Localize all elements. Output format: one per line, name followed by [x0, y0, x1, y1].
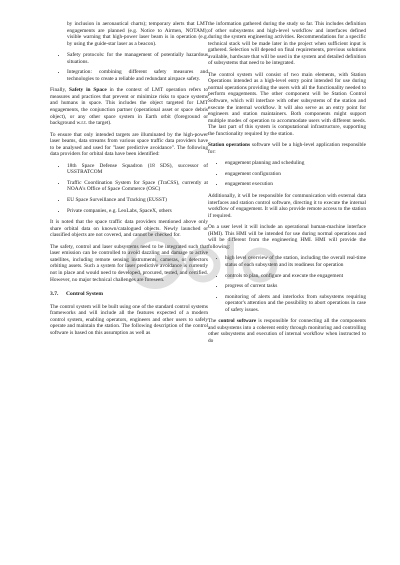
text: software will be a high-level application responsible for: [208, 142, 366, 155]
list-item: • 18th Space Defense Squadron (18 SDS), successor of USSTRATCOM [67, 163, 208, 176]
list-item: • Integration: combining different safety measures and technologies to create a reliable and redundant airspace safety. [67, 69, 208, 82]
list-item: • engagement planning and scheduling [225, 160, 366, 167]
section-title: Control System [66, 291, 104, 298]
paragraph-safety-in-space [50, 87, 208, 126]
bold-term: Safety in Space [68, 87, 107, 94]
text: The [208, 318, 219, 325]
station-operations-list [208, 160, 366, 188]
right-column [208, 21, 366, 349]
list-item: • progress of current tasks [225, 283, 366, 290]
paragraph: On a user level it will include an operational human-machine interface (HMI). This HMI will be intended for use during normal operations and will be different from the engineering HMI. HMI will provide the following: [208, 224, 366, 250]
text: in the context of LMT operation refers to measures and practices that prevent or minimize risks to space systems and humans in space. This includes the object targeted for LMT engagements, the conjunction partner (operational asset or space debris object), or any other space system in Earth orbit (foreground or background w.r.t. the target). [50, 87, 209, 127]
text: is responsible for connecting all the components and subsystems into a coherent entity through monitoring and controlling other subsystems and execution of internal workflow when instructed to do [208, 318, 366, 344]
paragraph: the information gathered during the study so far. This includes definition of other subsystems and high-level workflow and interfaces defined during the system engineering activities. Recommendations for a specific technical stack will be made later in the project when sufficient input is gathered. Selection will depend on final requirements, previous solutions available, hardware that will be used in the system and detailed definition of subsystems that need to be integrated. [208, 21, 366, 67]
list-item: • Private companies, e.g. LeoLabs, SpaceX, others [67, 208, 208, 215]
list-item: • Safety protocols: for the management of potentially hazardous situations. [67, 52, 208, 65]
safety-bullet-list [50, 52, 208, 82]
continued-bullet-text: by inclusion in aeronautical charts); temporary alerts that LMT engagements are planned (e.g. Notice to Airmen, NOTAM); visible warning that high-power laser beam is in operation (e.g. by using the guide-star laser as a beacon). [67, 21, 208, 47]
paragraph-control-software [208, 318, 366, 344]
paragraph: The safety, control and laser subsystems need to be integrated such that laser emission can be controlled to avoid dazzling and damage to active satellites, including remote sensing instruments, cameras, or detectors orbiting assets. Such a system for laser predictive avoidance is currently not in place and would need to developed, procured, tested, and certified. However, no major technical challenges are foreseen. [50, 243, 208, 283]
list-item: • engagement configuration [225, 171, 366, 178]
bold-term: Station operations [208, 142, 251, 149]
list-item: • controls to plan, configure and execute the engagement [225, 273, 366, 280]
paragraph: It is noted that the space traffic data providers mentioned above only share orbital data on known/catalogued objects. Newly launched or classified objects are not covered, and cannot be checked for. [50, 219, 208, 239]
list-item: • monitoring of alerts and interlocks from subsystems requiring operator's attention and the possibility to abort operations in case of safety issues. [225, 294, 366, 314]
text: Finally, [50, 87, 69, 94]
list-item: • engagement execution [225, 181, 366, 188]
paragraph: The control system will consist of two main elements, with Station Operations intended as a high-level entry point intended for use during normal operations providing the users with all the functionality needed to perform engagements. The other component will be Station Control Software, which will interface with other subsystems of the station and execute the internal workflow. It will also serve as an entry point for engineers and station maintainers. Both components might support multiple modes of operation to accommodate users with different needs. The last part of this system is computational infrastructure, supporting the functionality required by the station. [208, 71, 366, 137]
data-provider-list [50, 163, 208, 214]
watermark-logo [125, 225, 285, 295]
list-item: • Traffic Coordination System for Space (TraCSS), currently at NOAA's Office of Space Commerce (OSC) [67, 180, 208, 193]
paragraph-station-operations [208, 142, 366, 155]
paragraph: To ensure that only intended targets are illuminated by the high-power laser beams, data streams from various space traffic data providers have to be analysed and used for "laser predictive avoidance". The following data providers for orbital data have been identified: [50, 131, 208, 158]
paragraph: The control system will be built using one of the standard control systems frameworks and will include all the features expected of a modern control system, enabling operators, engineers and other users to safely operate and maintain the station. The following description of the control software is based on this assumption as well as [50, 303, 208, 336]
bold-term: control software [218, 318, 257, 325]
section-number: 3.7. [50, 291, 59, 298]
paragraph: Additionally, it will be responsible for communication with external data interfaces and station control software, directing it to execute the internal workflow of engagement. It will also provide remote access to the station if required. [208, 193, 366, 219]
list-item: • high level overview of the station, including the overall real-time status of each subsystem and its readiness for operation [225, 255, 366, 268]
list-item: • EU Space Surveillance and Tracking (EUSST) [67, 197, 208, 204]
